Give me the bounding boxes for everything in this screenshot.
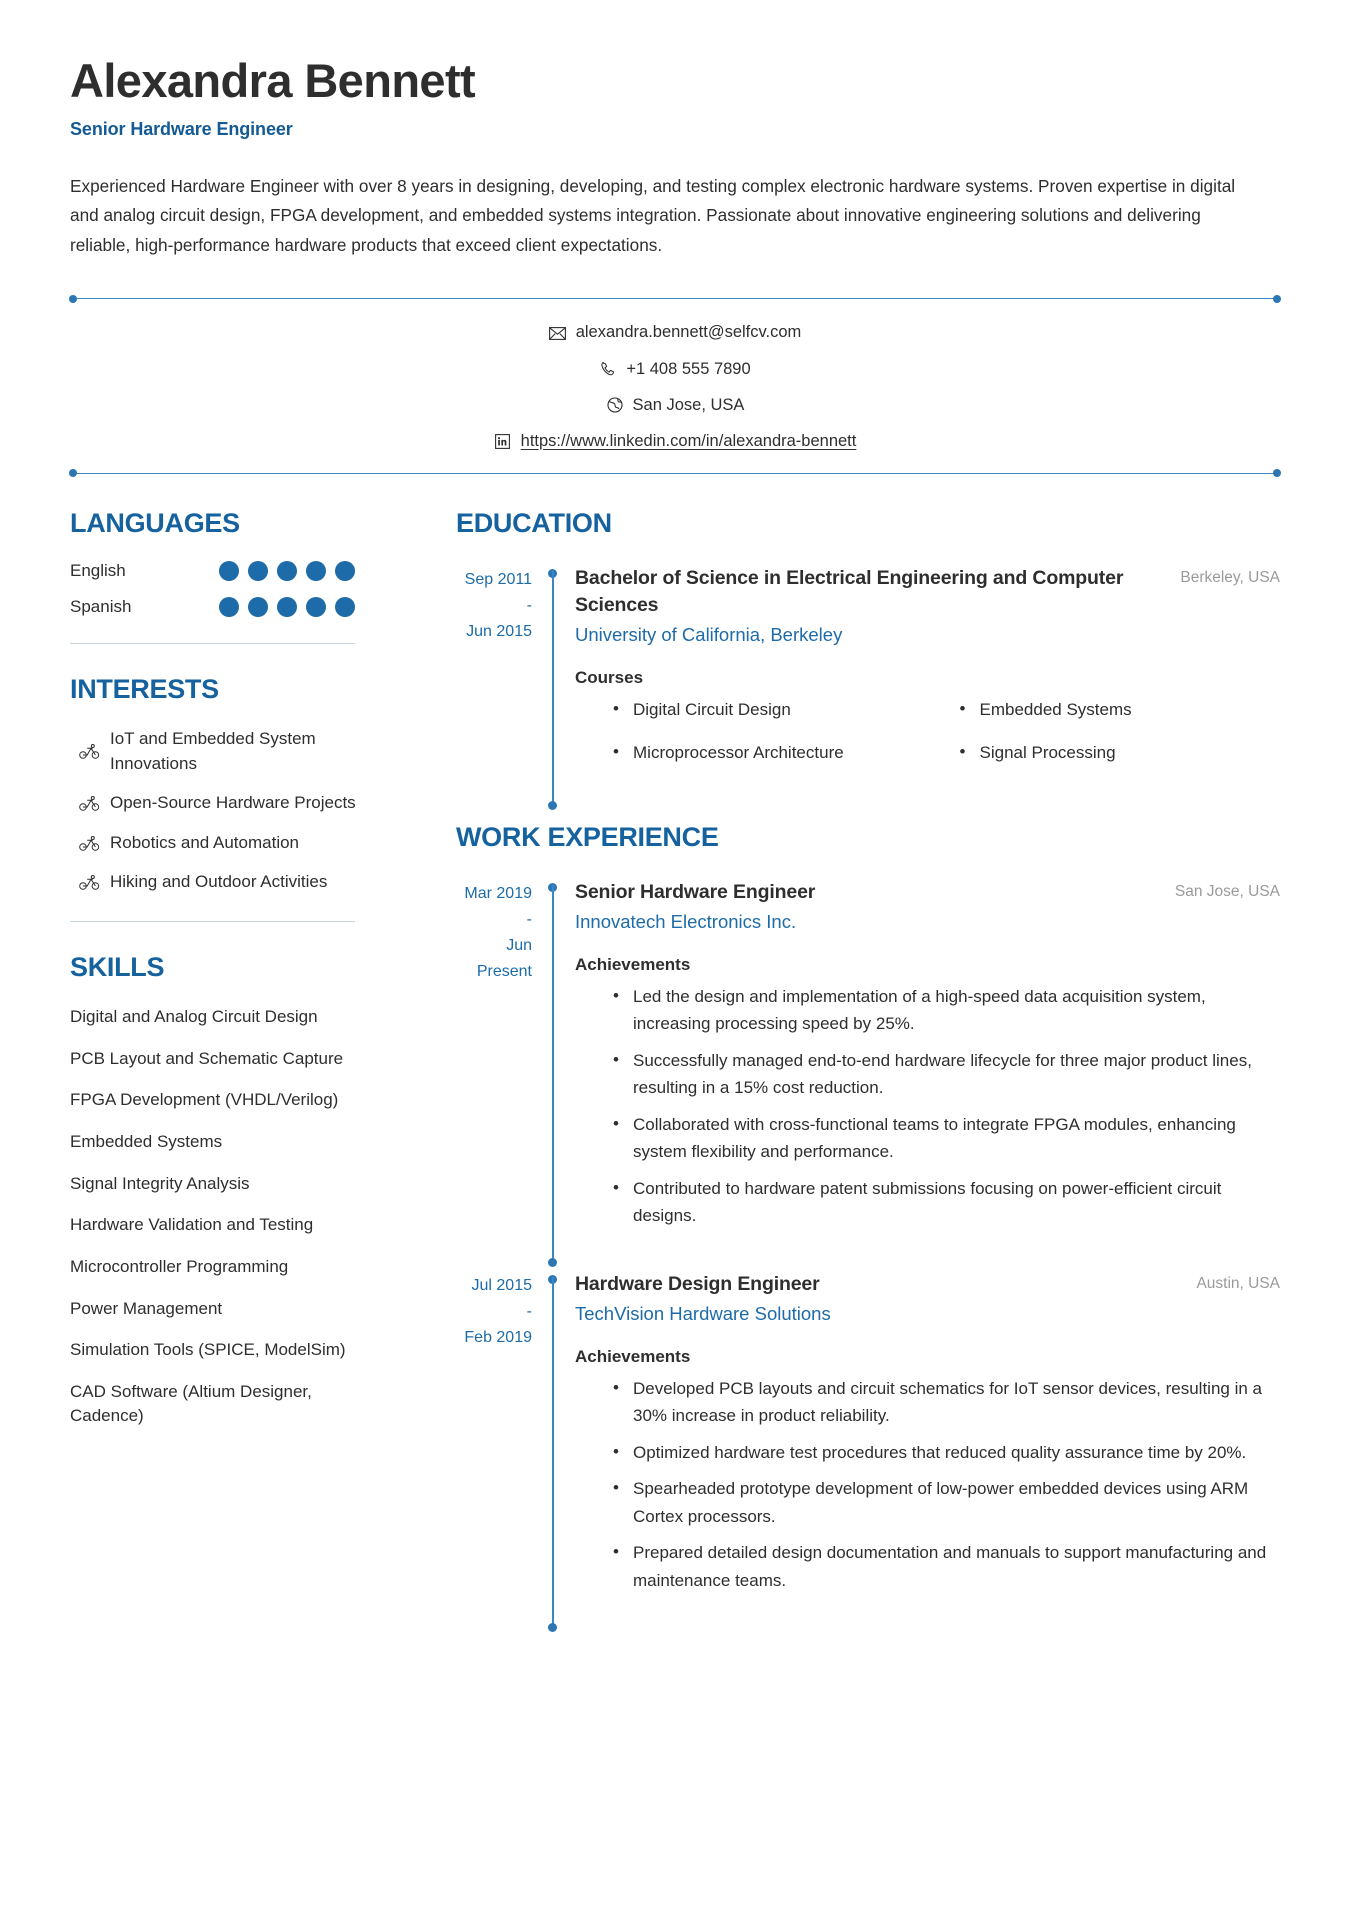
skill-item: Hardware Validation and Testing [70, 1215, 314, 1235]
skill-item: Signal Integrity Analysis [70, 1173, 250, 1193]
language-level-dots [219, 597, 355, 617]
skill-item: PCB Layout and Schematic Capture [70, 1048, 344, 1068]
company-name: TechVision Hardware Solutions [575, 1302, 831, 1324]
date-end: Feb 2019 [464, 1328, 532, 1346]
level-dot [248, 597, 268, 617]
skill-item: Digital and Analog Circuit Design [70, 1007, 318, 1027]
achievements-list [575, 1375, 1280, 1595]
section-education [456, 508, 1280, 808]
skill-item: FPGA Development (VHDL/Verilog) [70, 1090, 339, 1110]
skill-item: Embedded Systems [70, 1131, 223, 1151]
section-work-experience [456, 822, 1280, 1630]
course-item: • Microprocessor Architecture [613, 739, 934, 766]
skill-item: CAD Software (Altium Designer, Cadence) [70, 1381, 312, 1426]
section-languages [70, 508, 398, 617]
work-body [575, 879, 1280, 1265]
timeline-dot-bottom [548, 1258, 557, 1267]
timeline-line [552, 1277, 554, 1628]
education-dates [456, 565, 548, 808]
date-separator: - [526, 596, 532, 614]
timeline-line [552, 571, 554, 806]
degree-title: Bachelor of Science in Electrical Engineering and Computer Sciences [575, 566, 1124, 616]
phone-icon [599, 360, 617, 378]
level-dot [219, 561, 239, 581]
candidate-job-title: Senior Hardware Engineer [70, 118, 293, 139]
education-head [575, 565, 1280, 619]
work-experience-heading: WORK EXPERIENCE [456, 821, 719, 852]
course-item: • Digital Circuit Design [613, 696, 934, 723]
timeline-marker [548, 565, 561, 808]
contact-location-text: San Jose, USA [632, 395, 745, 414]
contact-block [70, 298, 1280, 473]
date-start: Jul 2015 [471, 1276, 532, 1294]
level-dot [248, 561, 268, 581]
date-start: Mar 2019 [464, 884, 532, 902]
languages-heading: LANGUAGES [70, 507, 240, 538]
globe-icon [606, 396, 624, 414]
work-entry [456, 1271, 1280, 1630]
timeline-dot-bottom [548, 801, 557, 810]
job-location: San Jose, USA [1174, 882, 1280, 900]
achievement-item: • Optimized hardware test procedures that reduced quality assurance time by 20%. [613, 1439, 1280, 1467]
bicycle-icon [78, 792, 100, 814]
interest-item [70, 870, 398, 895]
job-location: Austin, USA [1196, 1274, 1280, 1292]
university-name: University of California, Berkeley [575, 623, 843, 645]
work-body [575, 1271, 1280, 1630]
interest-item [70, 727, 398, 776]
level-dot [277, 561, 297, 581]
date-end-continued: Present [476, 962, 532, 980]
achievements-list [575, 983, 1280, 1230]
bicycle-icon [78, 832, 100, 854]
language-name: English [70, 560, 126, 580]
section-skills [70, 952, 398, 1429]
contact-item-location [606, 394, 745, 417]
achievement-item: • Prepared detailed design documentation and manuals to support manufacturing and maintenance teams. [613, 1539, 1280, 1594]
timeline-marker [548, 879, 561, 1265]
courses-label: Courses [575, 667, 644, 687]
interest-item [70, 791, 398, 816]
achievement-item: • Developed PCB layouts and circuit schematics for IoT sensor devices, resulting in a 30% increase in product reliability. [613, 1375, 1280, 1430]
education-entry [456, 565, 1280, 808]
interest-label: Robotics and Automation [110, 832, 300, 852]
skill-item: Simulation Tools (SPICE, ModelSim) [70, 1340, 346, 1360]
job-title: Hardware Design Engineer [575, 1272, 820, 1295]
achievement-item: • Led the design and implementation of a high-speed data acquisition system, increasing processing speed by 25%. [613, 983, 1280, 1038]
work-head [575, 879, 1280, 906]
date-end: Jun [506, 936, 532, 954]
linkedin-icon [494, 432, 512, 450]
main-column [420, 508, 1280, 1644]
course-item: • Embedded Systems [960, 696, 1281, 723]
sidebar-column [70, 508, 420, 1446]
level-dot [335, 561, 355, 581]
interests-heading: INTERESTS [70, 673, 219, 704]
work-dates [456, 879, 548, 1265]
contact-list [70, 299, 1280, 472]
contact-item-linkedin[interactable] [494, 430, 857, 453]
contact-item-phone [599, 358, 750, 381]
achievements-label: Achievements [575, 1346, 691, 1366]
skill-item: Microcontroller Programming [70, 1256, 289, 1276]
language-name: Spanish [70, 596, 132, 616]
sidebar-divider [70, 643, 355, 644]
timeline-line [552, 885, 554, 1263]
interest-label: Hiking and Outdoor Activities [110, 872, 328, 892]
interest-label: Open-Source Hardware Projects [110, 793, 356, 813]
work-entry [456, 879, 1280, 1265]
candidate-name: Alexandra Bennett [70, 54, 476, 107]
skills-heading: SKILLS [70, 952, 165, 983]
level-dot [306, 597, 326, 617]
contact-phone-text: +1 408 555 7890 [626, 359, 751, 378]
sidebar-divider [70, 921, 355, 922]
contact-linkedin-text: https://www.linkedin.com/in/alexandra-bennett [520, 431, 857, 450]
company-name: Innovatech Electronics Inc. [575, 910, 797, 932]
professional-summary: Experienced Hardware Engineer with over 8 years in designing, developing, and testing complex electronic hardware systems. Proven expertise in digital and analog circuit design, FPGA development, and embedded systems integration. Passionate about innovative engineering solutions and delivering reliable, high-performance hardware products that exceed client expectations. [70, 175, 1236, 255]
achievement-item: • Spearheaded prototype development of low-power embedded devices using ARM Cortex processors. [613, 1475, 1280, 1530]
level-dot [277, 597, 297, 617]
contact-bottom-divider [70, 473, 1280, 474]
contact-item-email [549, 321, 802, 344]
achievement-item: • Contributed to hardware patent submissions focusing on power-efficient circuit designs. [613, 1175, 1280, 1230]
interest-label: IoT and Embedded System Innovations [110, 728, 316, 773]
work-dates [456, 1271, 548, 1630]
language-level-dots [219, 561, 355, 581]
resume-header [70, 56, 1280, 260]
envelope-icon [549, 324, 567, 342]
education-body [575, 565, 1280, 808]
courses-list [575, 696, 1280, 782]
date-start: Sep 2011 [464, 570, 532, 588]
date-separator: - [526, 1302, 532, 1320]
section-interests [70, 674, 398, 895]
contact-email-text: alexandra.bennett@selfcv.com [575, 323, 802, 342]
interest-item [70, 831, 398, 856]
level-dot [306, 561, 326, 581]
level-dot [335, 597, 355, 617]
date-end: Jun 2015 [466, 622, 532, 640]
education-heading: EDUCATION [456, 507, 612, 538]
language-row [70, 561, 355, 581]
achievements-label: Achievements [575, 954, 691, 974]
job-title: Senior Hardware Engineer [575, 880, 816, 903]
level-dot [219, 597, 239, 617]
timeline-dot-bottom [548, 1623, 557, 1632]
date-separator: - [526, 910, 532, 928]
achievement-item: • Successfully managed end-to-end hardware lifecycle for three major product lines, resulting in a 15% cost reduction. [613, 1047, 1280, 1102]
work-head [575, 1271, 1280, 1298]
timeline-marker [548, 1271, 561, 1630]
contact-top-divider [70, 298, 1280, 299]
bicycle-icon [78, 741, 100, 763]
language-row [70, 597, 355, 617]
achievement-item: • Collaborated with cross-functional teams to integrate FPGA modules, enhancing system flexibility and performance. [613, 1111, 1280, 1166]
skill-item: Power Management [70, 1298, 223, 1318]
course-item: • Signal Processing [960, 739, 1281, 766]
bicycle-icon [78, 872, 100, 894]
resume-body [70, 508, 1280, 1644]
education-location: Berkeley, USA [1180, 568, 1280, 586]
